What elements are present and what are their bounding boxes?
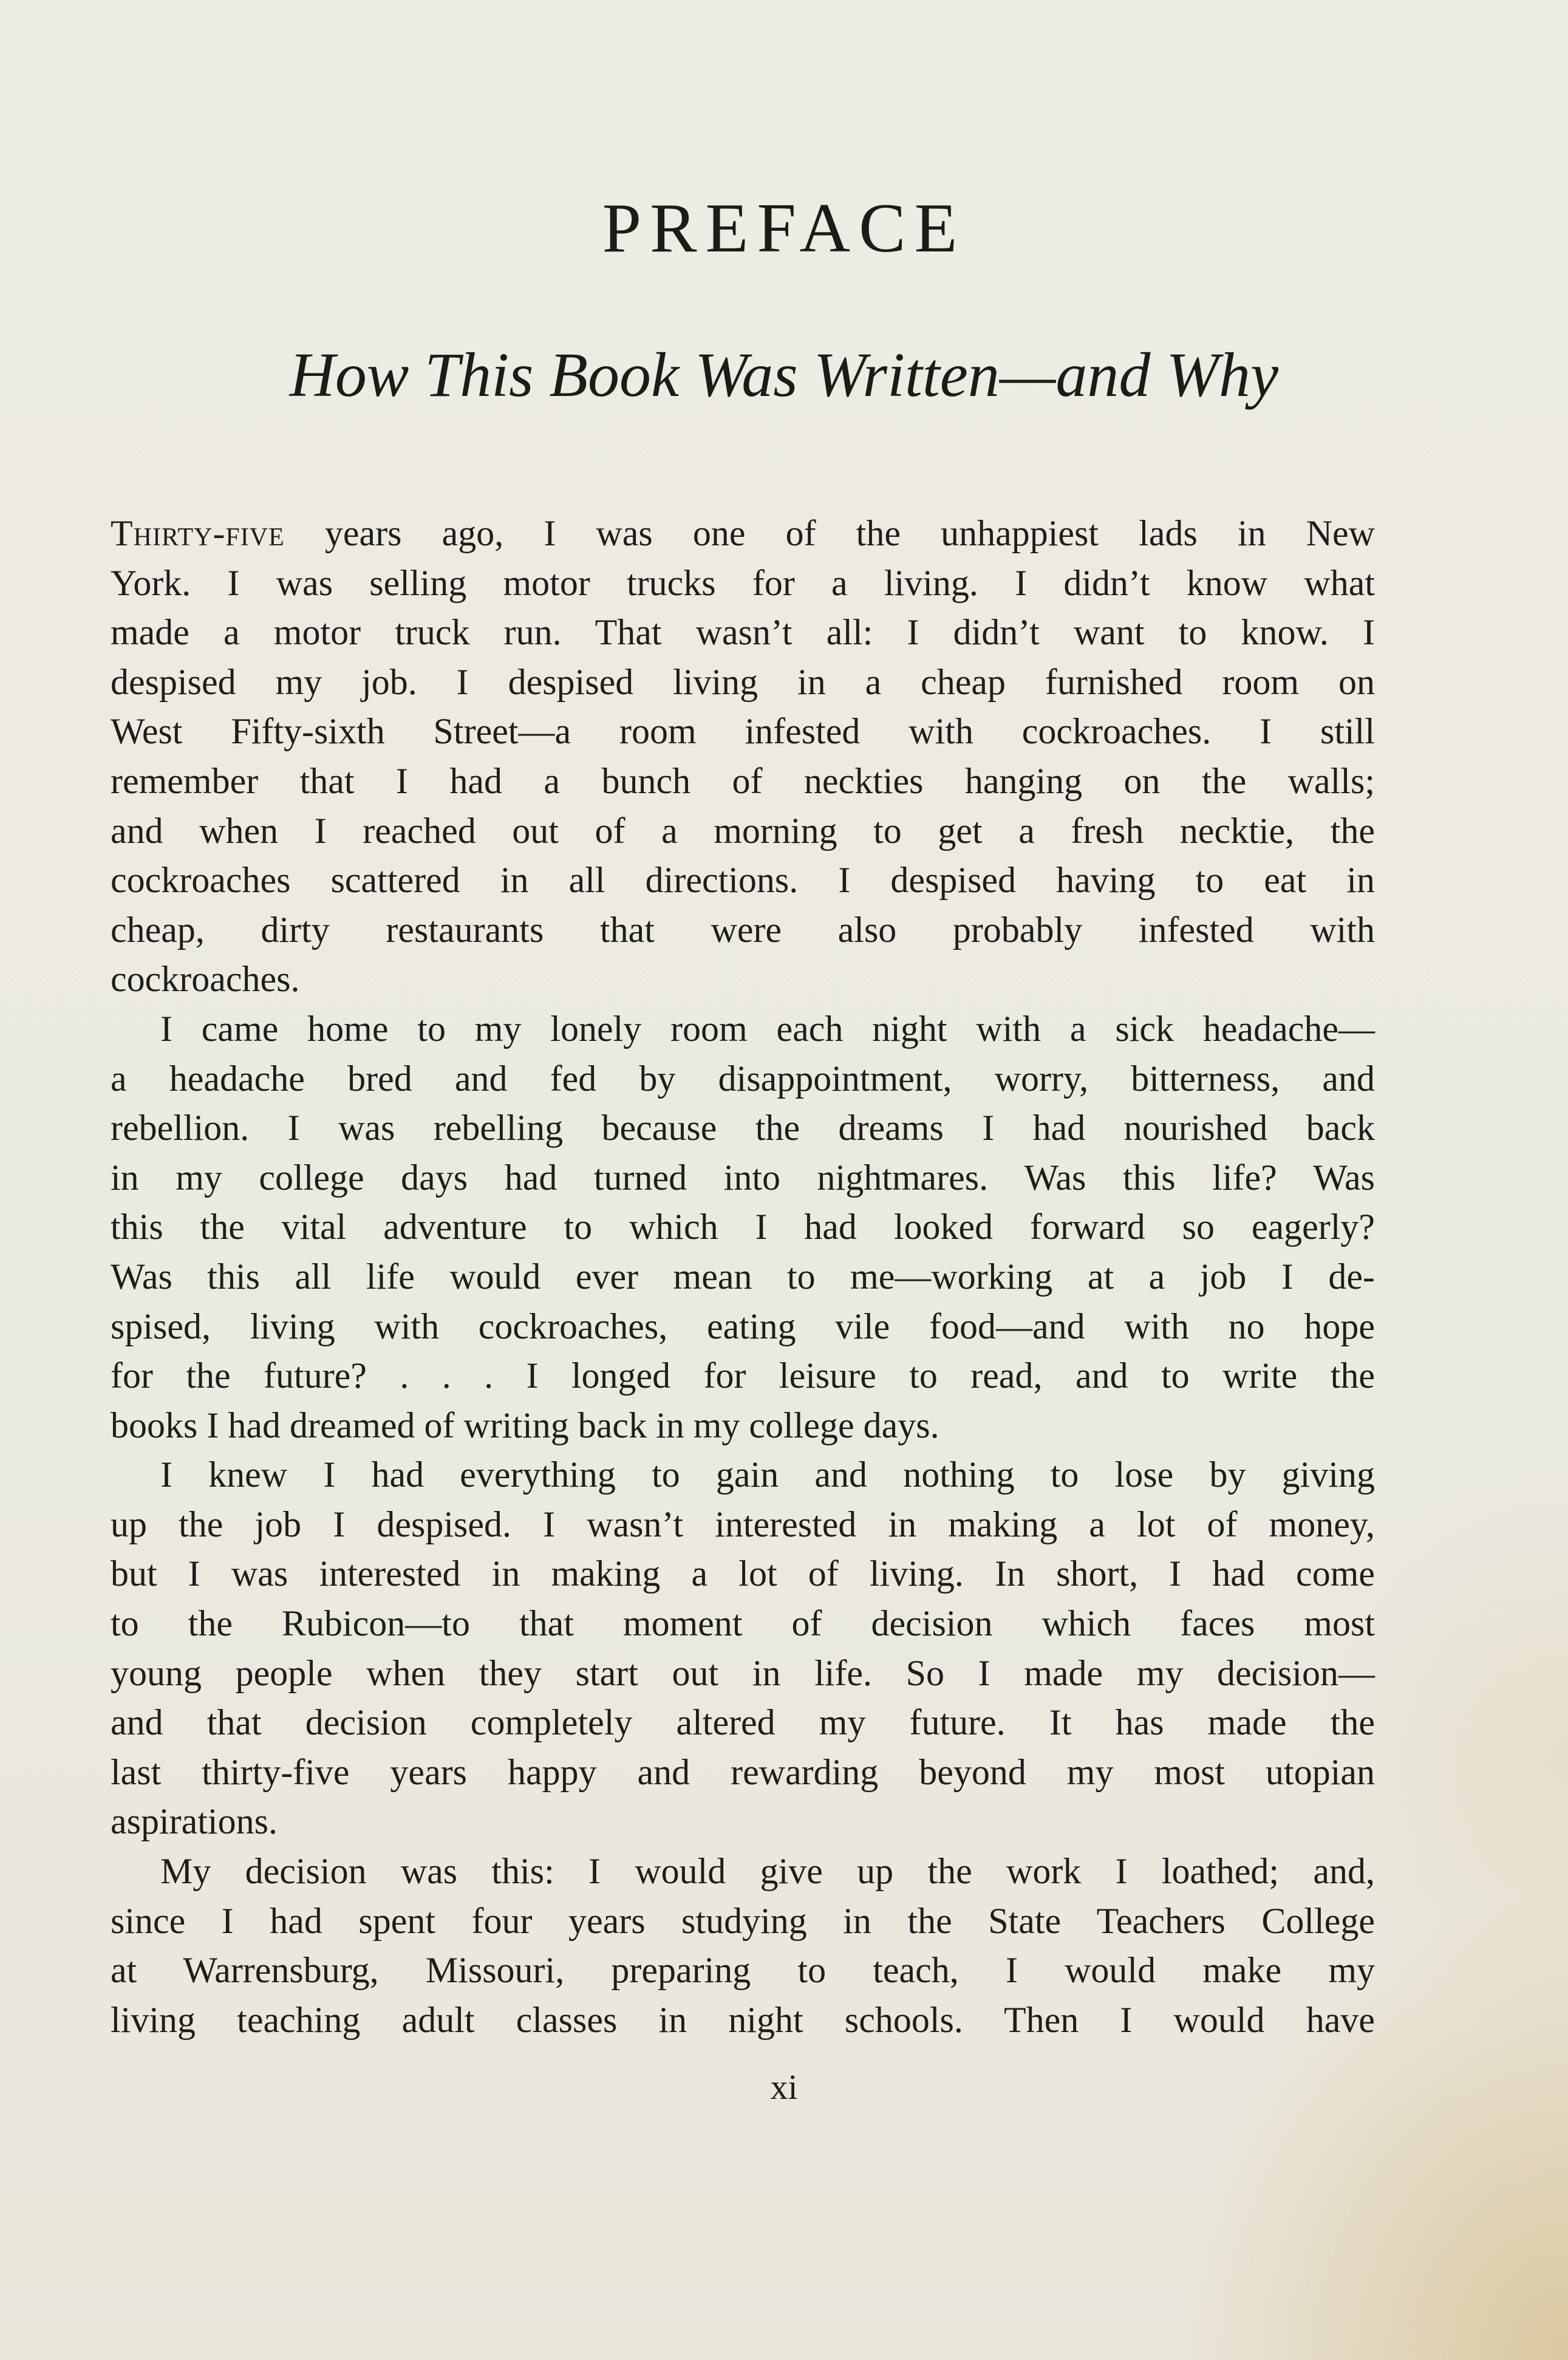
text-line: Was this all life would ever mean to me—working at a job I de- (111, 1256, 1375, 1297)
page-number: xi (770, 2067, 798, 2107)
chapter-title: PREFACE (602, 189, 966, 267)
text-line: I came home to my lonely room each night with a sick headache— (160, 1008, 1375, 1049)
text-line: rebellion. I was rebelling because the dreams I had nourished back (111, 1108, 1375, 1148)
text-line: young people when they start out in life. So I made my decision— (111, 1652, 1375, 1693)
text-line: York. I was selling motor trucks for a living. I didn’t know what (111, 562, 1375, 603)
text-line: in my college days had turned into nightmares. Was this life? Was (111, 1157, 1375, 1198)
text-line: West Fifty-sixth Street—a room infested with cockroaches. I still (111, 711, 1375, 752)
text-line: up the job I despised. I wasn’t interested in making a lot of money, (111, 1504, 1375, 1544)
text-line: Thirty-five years ago, I was one of the unhappiest lads in New (111, 513, 1375, 553)
text-line: to the Rubicon—to that moment of decision which faces most (111, 1603, 1375, 1644)
text-line: books I had dreamed of writing back in my college days. (111, 1405, 939, 1445)
text-line: since I had spent four years studying in the State Teachers College (111, 1900, 1375, 1941)
text-line: this the vital adventure to which I had looked forward so eagerly? (111, 1207, 1375, 1247)
text-line: made a motor truck run. That wasn’t all: I didn’t want to know. I (111, 612, 1375, 653)
text-line: My decision was this: I would give up the work I loathed; and, (160, 1851, 1375, 1892)
text-line: aspirations. (111, 1801, 278, 1842)
text-line: cockroaches scattered in all directions. I despised having to eat in (111, 860, 1375, 901)
text-line: cheap, dirty restaurants that were also probably infested with (111, 909, 1375, 950)
text-line: and when I reached out of a morning to get a fresh necktie, the (111, 810, 1375, 851)
text-line: I knew I had everything to gain and nothing to lose by giving (160, 1455, 1375, 1495)
lead-small-caps: Thirty-five (111, 513, 285, 553)
text-line: despised my job. I despised living in a cheap furnished room on (111, 661, 1375, 702)
text-line: for the future? . . . I longed for leisure to read, and to write the (111, 1356, 1375, 1396)
text-line: spised, living with cockroaches, eating vile food—and with no hope (111, 1306, 1375, 1346)
body-text (111, 509, 1375, 2045)
text-line: a headache bred and fed by disappointment, worry, bitterness, and (111, 1058, 1375, 1099)
text-line: but I was interested in making a lot of living. In short, I had come (111, 1553, 1375, 1594)
text-line: cockroaches. (111, 959, 300, 1000)
text-line: living teaching adult classes in night schools. Then I would have (111, 1999, 1375, 2040)
text-line: last thirty-five years happy and rewarding beyond my most utopian (111, 1751, 1375, 1792)
text-line: at Warrensburg, Missouri, preparing to teach, I would make my (111, 1950, 1375, 1991)
text-line: and that decision completely altered my future. It has made the (111, 1702, 1375, 1743)
chapter-subtitle: How This Book Was Written—and Why (289, 340, 1279, 410)
text-line: remember that I had a bunch of neckties hanging on the walls; (111, 760, 1375, 801)
